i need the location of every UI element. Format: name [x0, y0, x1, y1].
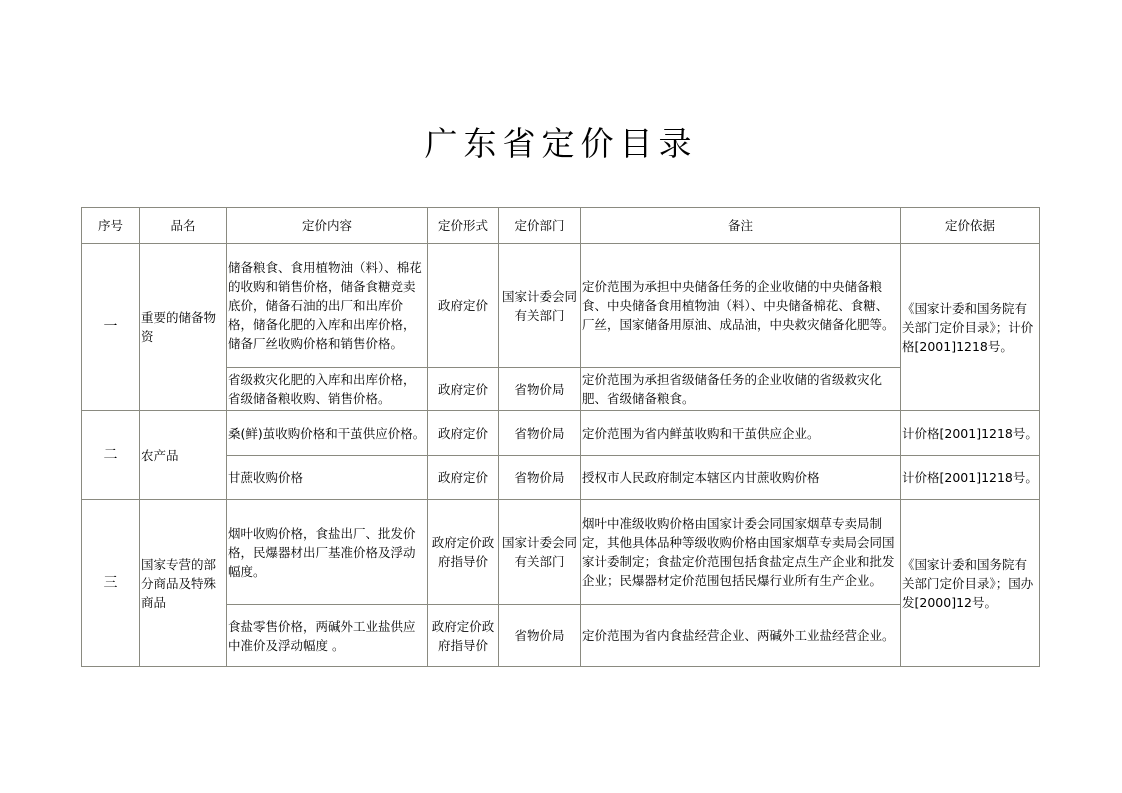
dept-cell: 省物价局 [499, 456, 581, 500]
note-cell: 烟叶中准级收购价格由国家计委会同国家烟草专卖局制定，其他具体品种等级收购价格由国家烟草专卖局会同国家计委制定；食盐定价范围包括食盐定点生产企业和批发企业；民爆器材定价范围包括民爆行业所有生产企业。 [581, 500, 901, 605]
content-cell: 甘蔗收购价格 [227, 456, 428, 500]
header-row [82, 208, 1040, 244]
header-content: 定价内容 [227, 208, 428, 244]
seq-cell: 一 [82, 244, 140, 411]
item-name-cell: 国家专营的部分商品及特殊商品 [140, 500, 227, 667]
basis-cell: 《国家计委和国务院有关部门定价目录》；计价格[2001]1218号。 [901, 244, 1040, 411]
table-row [82, 500, 1040, 605]
pricing-catalog-table [81, 207, 1040, 667]
basis-cell: 计价格[2001]1218号。 [901, 456, 1040, 500]
note-cell: 定价范围为承担中央储备任务的企业收储的中央储备粮食、中央储备食用植物油（料）、中央储备棉花、食糖、厂丝，国家储备用原油、成品油，中央救灾储备化肥等。 [581, 244, 901, 368]
note-cell: 授权市人民政府制定本辖区内甘蔗收购价格 [581, 456, 901, 500]
dept-cell: 省物价局 [499, 411, 581, 456]
dept-cell: 国家计委会同有关部门 [499, 500, 581, 605]
form-cell: 政府定价政府指导价 [428, 605, 499, 667]
table-row [82, 411, 1040, 456]
form-cell: 政府定价 [428, 368, 499, 411]
form-cell: 政府定价 [428, 244, 499, 368]
header-name: 品名 [140, 208, 227, 244]
dept-cell: 省物价局 [499, 368, 581, 411]
item-name-cell: 农产品 [140, 411, 227, 500]
header-dept: 定价部门 [499, 208, 581, 244]
header-note: 备注 [581, 208, 901, 244]
content-cell: 烟叶收购价格，食盐出厂、批发价格，民爆器材出厂基准价格及浮动幅度。 [227, 500, 428, 605]
document-title: 广东省定价目录 [424, 124, 698, 163]
table-row [82, 244, 1040, 368]
form-cell: 政府定价政府指导价 [428, 500, 499, 605]
content-cell: 桑(鲜)茧收购价格和干茧供应价格。 [227, 411, 428, 456]
seq-cell: 三 [82, 500, 140, 667]
content-cell: 储备粮食、食用植物油（料）、棉花的收购和销售价格，储备食糖竞卖底价，储备石油的出厂和出库价格，储备化肥的入库和出库价格，储备厂丝收购价格和销售价格。 [227, 244, 428, 368]
header-form: 定价形式 [428, 208, 499, 244]
note-cell: 定价范围为承担省级储备任务的企业收储的省级救灾化肥、省级储备粮食。 [581, 368, 901, 411]
item-name-cell: 重要的储备物资 [140, 244, 227, 411]
content-cell: 食盐零售价格，两碱外工业盐供应中准价及浮动幅度 。 [227, 605, 428, 667]
seq-cell: 二 [82, 411, 140, 500]
dept-cell: 国家计委会同有关部门 [499, 244, 581, 368]
note-cell: 定价范围为省内鲜茧收购和干茧供应企业。 [581, 411, 901, 456]
basis-cell: 《国家计委和国务院有关部门定价目录》；国办发[2000]12号。 [901, 500, 1040, 667]
content-cell: 省级救灾化肥的入库和出库价格，省级储备粮收购、销售价格。 [227, 368, 428, 411]
form-cell: 政府定价 [428, 456, 499, 500]
header-basis: 定价依据 [901, 208, 1040, 244]
basis-cell: 计价格[2001]1218号。 [901, 411, 1040, 456]
form-cell: 政府定价 [428, 411, 499, 456]
dept-cell: 省物价局 [499, 605, 581, 667]
header-seq: 序号 [82, 208, 140, 244]
note-cell: 定价范围为省内食盐经营企业、两碱外工业盐经营企业。 [581, 605, 901, 667]
